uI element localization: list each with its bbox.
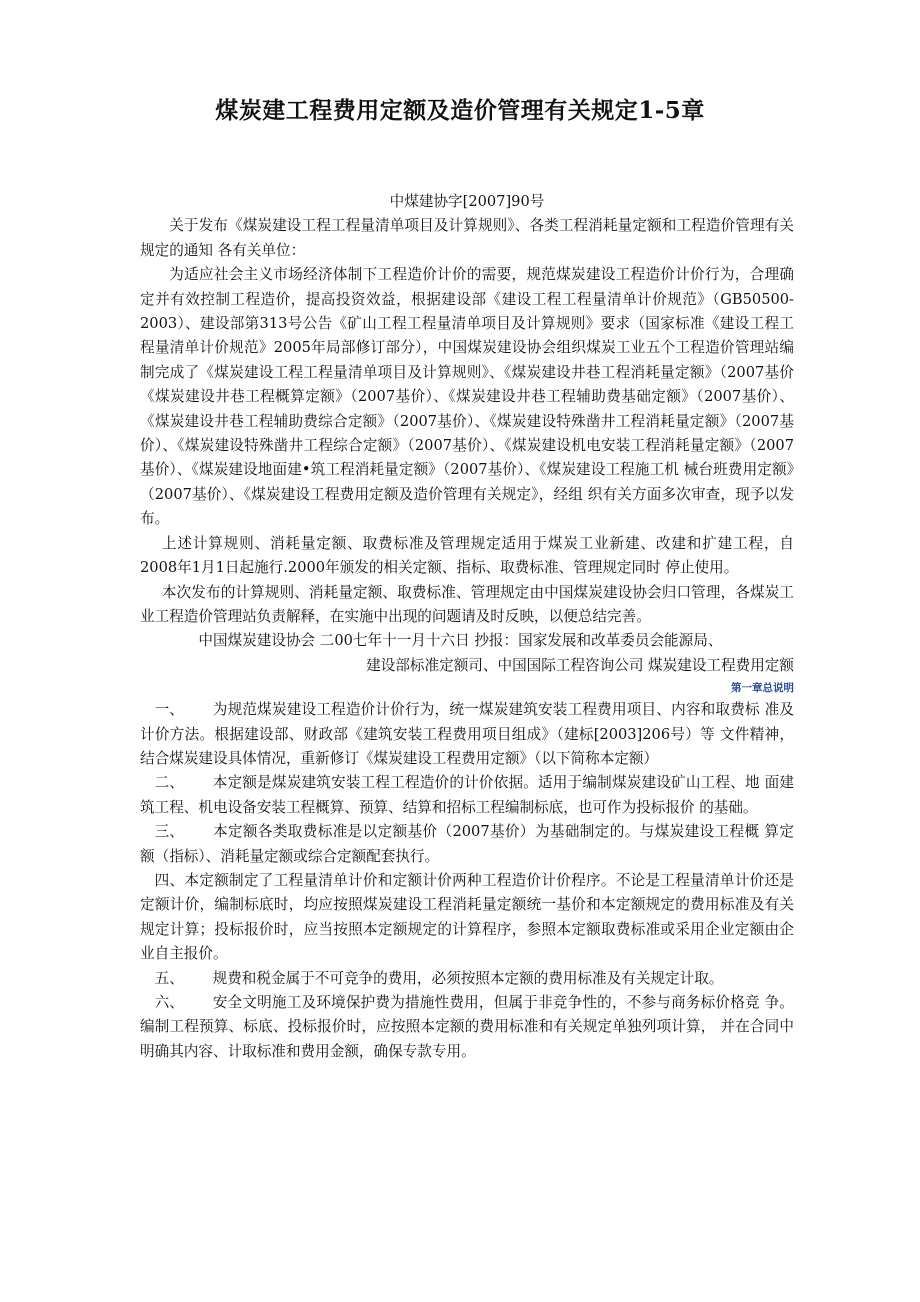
item-text: 规费和税金属于不可竞争的费用，必须按照本定额的费用标准及有关规定计取。: [212, 969, 724, 987]
item-number: 六、: [154, 994, 184, 1011]
document-title: 煤炭建工程费用定额及造价管理有关规定1-5章: [215, 97, 705, 124]
item-text: 本定额是煤炭建筑安装工程工程造价的计价依据。适用于编制煤炭建设矿山工程、地 面建筑工程、机电设备安装工程概算、预算、结算和招标工程编制标底，也可作为投标报价 的基础。: [140, 774, 794, 816]
paragraph-1: 为适应社会主义市场经济体制下工程造价计价的需要，规范煤炭建设工程造价计价行为，合理确定并有效控制工程造价，提高投资效益，根据建设部《建设工程工程量清单计价规范》（GB50500-2003）、建设部第313号公告《矿山工程工程量清单项目及计算规则》要求（国家标准《建设工程工程量清单计价规范》2005年局部修订部分），中国煤炭建设协会组织煤炭工业五个工程造价管理站编制完成了《煤炭建设工程工程量清单项目及计算规则》、《煤炭建设井巷工程消耗量定额》（2007基价《煤炭建设井巷工程概算定额》（2007基价）、《煤炭建设井巷工程辅助费基础定额》（2007基价）、《煤炭建设井巷工程辅助费综合定额》（2007基价）、《煤炭建设特殊凿井工程消耗量定额》（2007基价）、《煤炭建设特殊凿井工程综合定额》（2007基价）、《煤炭建设机电安装工程消耗量定额》（2007基价）、《煤炭建设地面建•筑工程消耗量定额》（2007基价）、《煤炭建设工程施工机 械台班费用定额》（2007基价）、《煤炭建设工程费用定额及造价管理有关规定》，经组 织有关方面多次审查，现予以发布。: [140, 266, 795, 528]
list-item: [140, 869, 794, 967]
item-text: 本定额各类取费标准是以定额基价（2007基价）为基础制定的。与煤炭建设工程概 算定额（指标）、消耗量定额或综合定额配套执行。: [140, 823, 794, 865]
item-number: 五、: [154, 969, 184, 987]
list-item: [140, 991, 794, 1064]
item-number: 一、: [154, 701, 184, 719]
signature-line-2: 建设部标准定额司、中国国际工程咨询公司 煤炭建设工程费用定额: [366, 656, 794, 674]
paragraph-2: 上述计算规则、消耗量定额、取费标准及管理规定适用于煤炭工业新建、改建和扩建工程，自2008年1月1日起施行.2000年颁发的相关定额、指标、取费标准、管理规定同时 停止使用。: [140, 534, 794, 577]
list-item: [140, 967, 794, 991]
document-body: [140, 190, 794, 1064]
item-number: 二、: [154, 774, 184, 792]
item-text: 安全文明施工及环境保护费为措施性费用，但属于非竞争性的，不参与商务标价格竞 争。编制工程预算、标底、投标报价时，应按照本定额的费用标准和有关规定单独列项计算， 并在合同中明确其内容、计取标准和费用金额，确保专款专用。: [140, 994, 794, 1060]
signature-line-1: 中国煤炭建设协会 二00七年十一月十六日 抄报：国家发展和改革委员会能源局、: [198, 632, 723, 650]
item-text: 四、本定额制定了工程量清单计价和定额计价两种工程造价计价程序。不论是工程量清单计价还是定额计价，编制标底时，均应按照煤炭建设工程消耗量定额统一基价和本定额规定的费用标准及有关规定计算；投标报价时，应当按照本定额规定的计算程序，参照本定额取费标准或采用企业定额由企业自主报价。: [140, 871, 794, 963]
notice-heading: 关于发布《煤炭建设工程工程量清单项目及计算规则》、各类工程消耗量定额和工程造价管理有关规定的通知 各有关单位：: [140, 217, 794, 259]
list-item: [140, 771, 794, 820]
item-number: 三、: [154, 823, 184, 841]
doc-number: 中煤建协字[2007]90号: [389, 193, 545, 210]
item-text: 为规范煤炭建设工程造价计价行为，统一煤炭建筑安装工程费用项目、内容和取费标 准及计价方法。根据建设部、财政部《建筑安装工程费用项目组成》（建标[2003]206号）等 文件精神，结合煤炭建设具体情况，重新修订《煤炭建设工程费用定额》（以下简称本定额）: [140, 701, 794, 767]
list-item: [140, 820, 794, 869]
paragraph-3: 本次发布的计算规则、消耗量定额、取费标准、管理规定由中国煤炭建设协会归口管理，各煤炭工业工程造价管理站负责解释，在实施中出现的问题请及时反映，以便总结完善。: [140, 583, 794, 625]
list-item: [140, 698, 794, 771]
chapter-heading: 第一章总说明: [731, 682, 794, 695]
